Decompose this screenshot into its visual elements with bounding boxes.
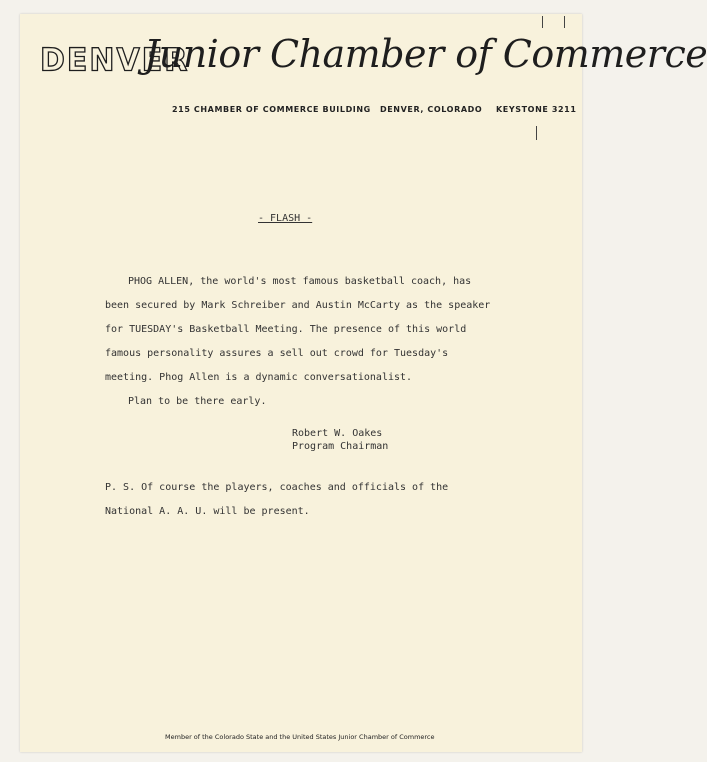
letter-page	[20, 14, 707, 752]
memo-line: meeting. Phog Allen is a dynamic conversationalist.	[105, 372, 413, 383]
ps-line: P. S. Of course the players, coaches and officials of the	[105, 482, 449, 493]
memo-line: Plan to be there early.	[128, 396, 267, 407]
memo-line: PHOG ALLEN, the world's most famous basketball coach, has	[128, 276, 472, 287]
signature-name: Robert W. Oakes	[292, 428, 383, 439]
letterhead-address: 215 CHAMBER OF COMMERCE BUILDING	[172, 105, 371, 114]
memo-line: famous personality assures a sell out crowd for Tuesday's	[105, 348, 449, 359]
letter-footer: Member of the Colorado State and the United States Junior Chamber of Commerce	[165, 733, 435, 741]
letterhead-city: DENVER, COLORADO	[380, 105, 483, 114]
margin-mark	[542, 16, 543, 28]
margin-mark	[536, 126, 537, 140]
margin-mark	[564, 16, 565, 28]
memo-line: for TUESDAY's Basketball Meeting. The presence of this world	[105, 324, 467, 335]
memo-line: been secured by Mark Schreiber and Austin McCarty as the speaker	[105, 300, 491, 311]
letterhead-denver: DENVER	[40, 42, 190, 79]
letterhead-phone: KEYSTONE 3211	[496, 105, 577, 114]
signature-title: Program Chairman	[292, 441, 389, 452]
letterhead-organization: Junior Chamber of Commerce	[144, 32, 707, 76]
memo-heading: - FLASH -	[258, 213, 313, 224]
ps-line: National A. A. U. will be present.	[105, 506, 310, 517]
